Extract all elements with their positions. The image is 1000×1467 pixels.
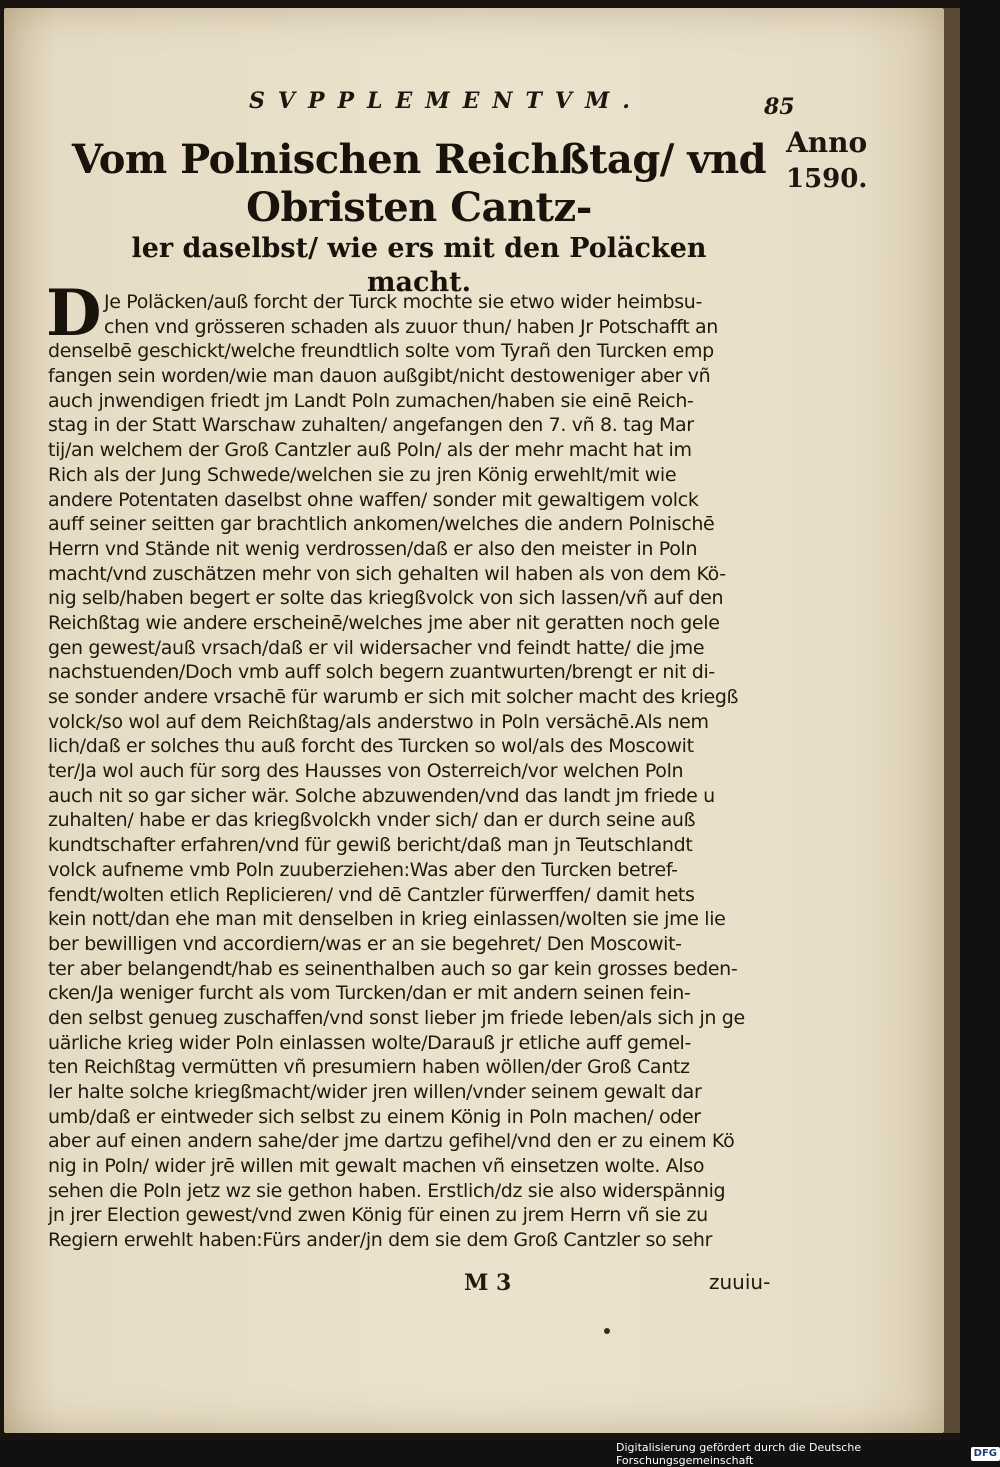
text-line: kundtschafter erfahren/vnd für gewiß bericht/daß man jn Teutschlandt (48, 834, 693, 857)
book-page (4, 8, 944, 1433)
text-line: andere Potentaten daselbst ohne waffen/ sonder mit gewaltigem volck (48, 488, 699, 511)
text-line: Je Poläcken/auß forcht der Turck mochte sie etwo wider heimbsu- (104, 291, 702, 313)
text-line: Herrn vnd Stände nit wenig verdrossen/daß er also den meister in Poln (48, 537, 698, 560)
page-number: 85 (764, 94, 795, 120)
text-line: macht/vnd zuschätzen mehr von sich gehalten wil haben als von dem Kö- (48, 562, 726, 585)
text-line: fangen sein worden/wie man dauon außgibt/nicht destoweniger aber vñ (48, 365, 711, 388)
text-line: stag in der Statt Warschaw zuhalten/ angefangen den 7. vñ 8. tag Mar (48, 414, 694, 437)
text-line: nachstuenden/Doch vmb auff solch begern zuantwurten/brengt er nit di- (48, 661, 715, 684)
text-line: sehen die Poln jetz wz sie gethon haben. Erstlich/dz sie also widerspännig (48, 1179, 726, 1202)
text-line: nig selb/haben begert er solte das kriegßvolck von sich lassen/vñ auf den (48, 587, 724, 610)
text-line: ter/Ja wol auch für sorg des Hausses von Osterreich/vor welchen Poln (48, 760, 684, 783)
text-line: den selbst genueg zuschaffen/vnd sonst lieber jm friede leben/als sich jn ge (48, 1006, 745, 1029)
text-line: volck/so wol auf dem Reichßtag/als anderstwo in Poln versächē.Als nem (48, 710, 709, 733)
digitization-credit (616, 1441, 1000, 1467)
text-line: umb/daß er eintweder sich selbst zu einem König in Poln machen/ oder (48, 1105, 701, 1128)
text-line: ler halte solche kriegßmacht/wider jren willen/vnder seinem gewalt dar (48, 1081, 702, 1103)
text-line: Reichßtag wie andere erscheinē/welches jme aber nit geratten noch gele (48, 611, 720, 634)
margin-note-anno: Anno (786, 126, 868, 159)
text-line: chen vnd grösseren schaden als zuuor thun/ haben Jr Potschafft an (104, 315, 718, 338)
dfg-logo: DFG (971, 1447, 1000, 1461)
text-line: Rich als der Jung Schwede/welchen sie zu jren König erwehlt/mit wie (48, 463, 677, 486)
text-line: ter aber belangendt/hab es seinenthalben auch so gar kein grosses beden- (48, 957, 738, 980)
title-line-3: macht. (366, 267, 471, 298)
margin-note-year: 1590. (786, 164, 868, 194)
text-line: gen gewest/auß vrsach/daß er vil widersacher vnd feindt hatte/ die jme (48, 636, 705, 659)
text-line: jn jrer Election gewest/vnd zwen König für einen zu jrem Herrn vñ sie zu (48, 1204, 708, 1227)
text-line: auch jnwendigen friedt jm Landt Poln zumachen/haben sie einē Reich- (48, 389, 694, 412)
page-edge (944, 8, 960, 1433)
body-text (46, 276, 780, 1253)
ink-dot (604, 1328, 610, 1334)
text-line: zuhalten/ habe er das kriegßvolckh vnder sich/ dan er durch seine auß (48, 809, 696, 832)
text-line: aber auf einen andern sahe/der jme dartzu gefihel/vnd den er zu einem Kö (48, 1130, 735, 1153)
text-line: volck aufneme vmb Poln zuuberziehen:Was aber den Turcken betref- (48, 858, 678, 881)
text-line: kein nott/dan ehe man mit denselben in krieg einlassen/wolten sie jme lie (48, 908, 726, 931)
text-line: se sonder andere vrsachē für warumb er sich mit solcher macht des kriegß (48, 686, 739, 708)
text-line: ten Reichßtag vermütten vñ presumiern haben wöllen/der Groß Cantz (48, 1056, 690, 1079)
title-line-2: ler daselbst/ wie ers mit den Poläcken (131, 233, 707, 264)
text-line: cken/Ja weniger furcht als vom Turcken/dan er mit andern seinen fein- (48, 982, 691, 1005)
text-line: Regiern erwehlt haben:Fürs ander/jn dem sie dem Groß Cantzler so sehr (48, 1229, 713, 1252)
catchword: zuuiu- (709, 1270, 771, 1294)
text-line: lich/daß er solches thu auß forcht des Turcken so wol/als des Moscowit (48, 735, 694, 758)
text-line: nig in Poln/ wider jrē willen mit gewalt machen vñ einsetzen wolte. Also (48, 1155, 705, 1178)
text-line: uärliche krieg wider Poln einlassen wolte/Darauß jr etliche auff gemel- (48, 1031, 691, 1054)
running-head: SVPPLEMENTVM. (249, 88, 643, 114)
drop-cap-initial: D (46, 276, 102, 351)
text-line: denselbē geschickt/welche freundtlich solte vom Tyrañ den Turcken emp (48, 340, 714, 363)
chapter-title (54, 136, 784, 300)
text-line: auch nit so gar sicher wär. Solche abzuwenden/vnd das landt jm friede u (48, 784, 715, 807)
signature-mark: M 3 (464, 1270, 512, 1296)
text-line: fendt/wolten etlich Replicieren/ vnd dē Cantzler fürwerffen/ damit hets (48, 883, 695, 906)
text-line: ber bewilligen vnd accordiern/was er an sie begehret/ Den Moscowit- (48, 932, 682, 955)
credit-text: Digitalisierung gefördert durch die Deutsche Forschungsgemeinschaft (616, 1441, 862, 1467)
text-line: tij/an welchem der Groß Cantzler auß Poln/ als der mehr macht hat im (48, 439, 692, 462)
title-line-1: Vom Polnischen Reichßtag/ vnd Obristen Cantz- (71, 136, 767, 231)
text-line: auff seiner seitten gar brachtlich ankomen/welches die andern Polnischē (48, 513, 715, 536)
